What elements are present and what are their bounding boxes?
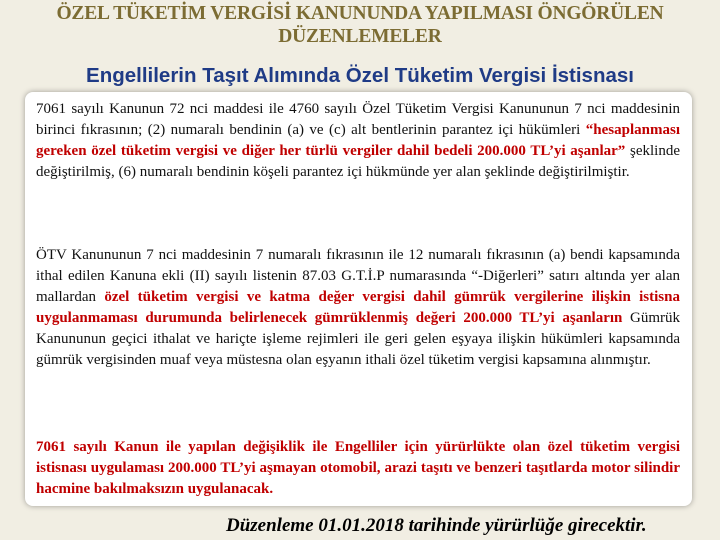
page-title: ÖZEL TÜKETİM VERGİSİ KANUNUNDA YAPILMASI ÖNGÖRÜLEN DÜZENLEMELER: [56, 3, 664, 47]
effective-date-note: Düzenleme 01.01.2018 tarihinde yürürlüğe girecektir.: [226, 515, 647, 536]
paragraph-2-text-b: Gümrük Kanununun geçici ithalat ve hariçte işleme rejimleri ile geri gelen eşyaya ilişkin hükümleri kapsamında gümrük vergisinden muaf veya müstesna olan eşyanın ithali özel tüketim vergisi kapsamına alınmıştır.: [36, 310, 680, 368]
paragraph-1: [36, 99, 680, 183]
paragraph-1-text-a: 7061 sayılı Kanunun 72 nci maddesi ile 4760 sayılı Özel Tüketim Vergisi Kanununun 7 nci maddesinin birinci fıkrasının; (2) numaralı bendinin (a) ve (c) alt bentlerinin parantez içi hükümleri: [36, 101, 680, 138]
paragraph-1-highlight: “hesaplanması gereken özel tüketim vergisi ve diğer her türlü vergiler dahil bedeli 200.000 TL’yi aşanlar”: [36, 122, 680, 159]
section-subtitle: Engellilerin Taşıt Alımında Özel Tüketim Vergisi İstisnası: [86, 64, 634, 87]
paragraph-2-highlight: özel tüketim vergisi ve katma değer vergisi dahil gümrük vergilerine ilişkin istisna uygulanmaması durumunda belirlenecek gümrüklenmiş değeri 200.000 TL’yi aşanların: [36, 289, 680, 326]
paragraph-3-highlight: 7061 sayılı Kanun ile yapılan değişiklik ile Engelliler için yürürlükte olan özel tüketim vergisi istisnası uygulaması 200.000 TL’yi aşmayan otomobil, arazi taşıtı ve benzeri taşıtlarda motor silindir hacmine bakılmaksızın uygulanacak.: [36, 439, 680, 497]
paragraph-2: [36, 245, 680, 371]
paragraph-1-text-b: şeklinde değiştirilmiş, (6) numaralı bendinin köşeli parantez içi hükmünde yer alan şeklinde değiştirilmiştir.: [36, 143, 680, 180]
paragraph-3: [36, 437, 680, 500]
paragraph-2-text-a: ÖTV Kanununun 7 nci maddesinin 7 numaralı fıkrasının ile 12 numaralı fıkrasının (a) bendi kapsamında ithal edilen Kanuna ekli (II) sayılı listenin 87.03 G.T.İ.P numarasında “-Diğerleri” satırı altında yer alan mallardan: [36, 247, 680, 305]
